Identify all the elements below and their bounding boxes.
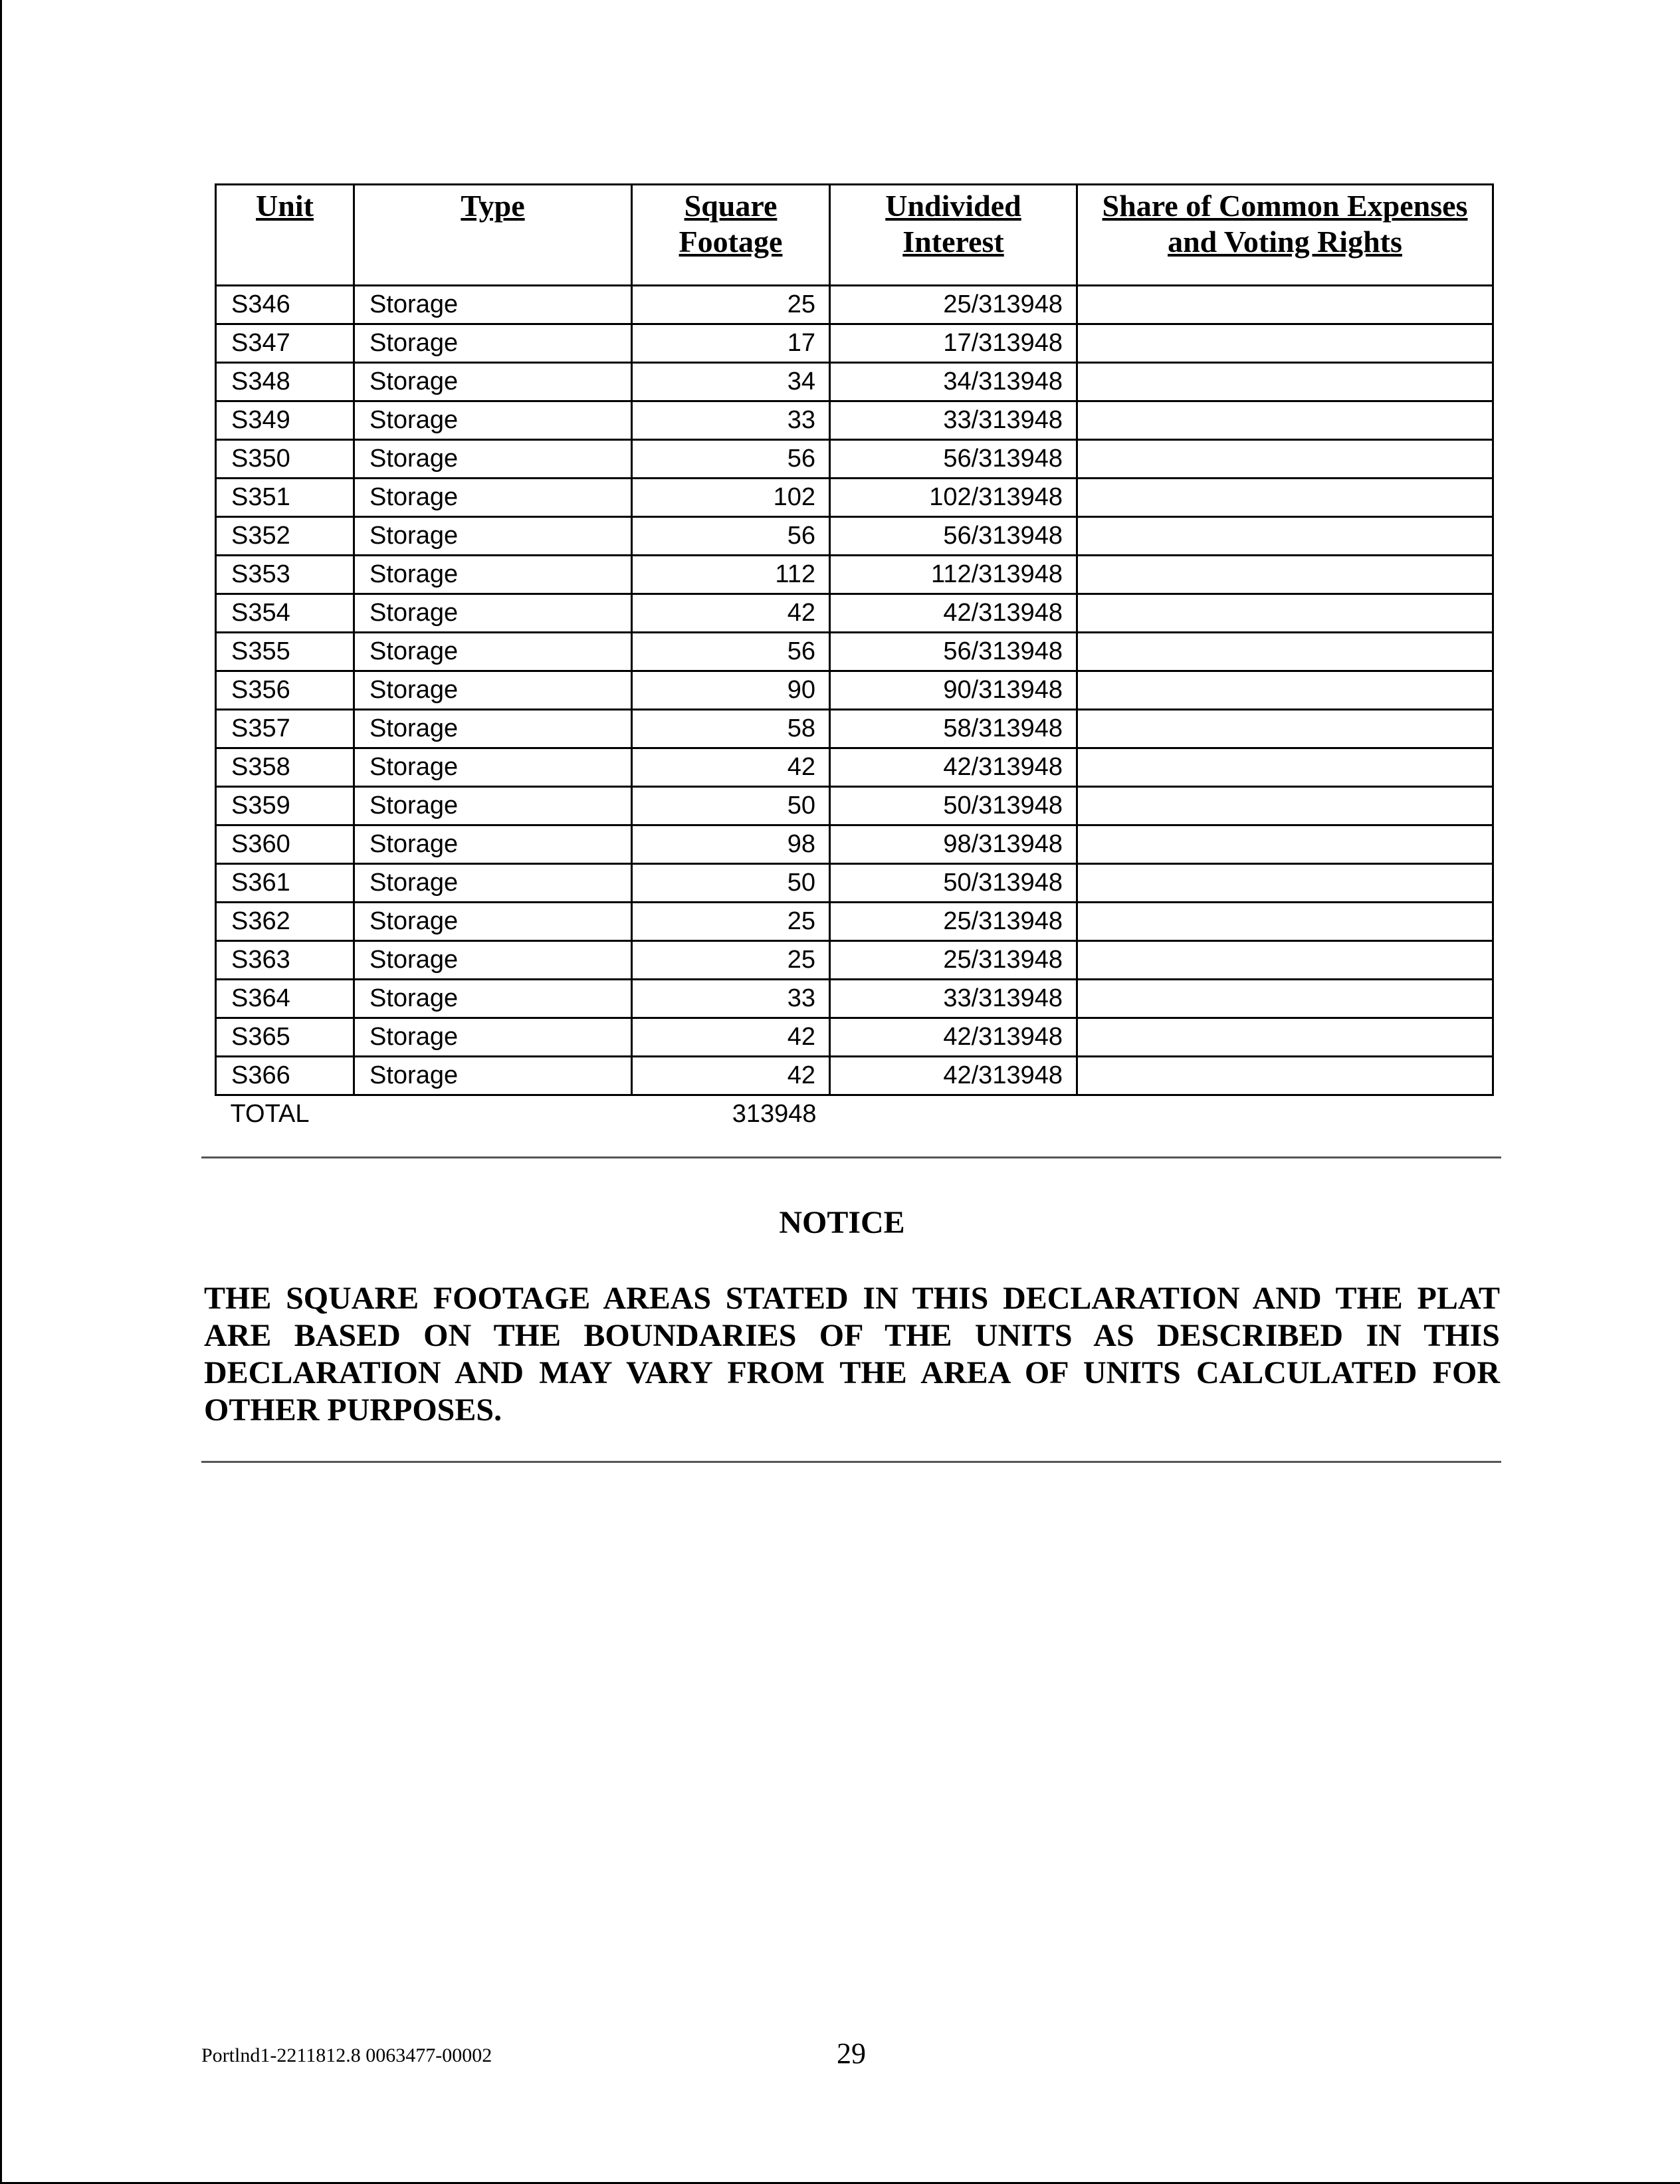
cell-unit: S359 [216, 787, 354, 825]
table-row [216, 286, 1493, 324]
cell-share [1077, 286, 1493, 324]
cell-undivided-interest: 50/313948 [830, 864, 1077, 903]
footer-document-id: Portlnd1-2211812.8 0063477-00002 [201, 2044, 492, 2066]
cell-type: Storage [354, 633, 632, 671]
cell-type: Storage [354, 903, 632, 941]
cell-unit: S349 [216, 401, 354, 440]
cell-share [1077, 1057, 1493, 1095]
cell-unit: S354 [216, 594, 354, 633]
cell-type: Storage [354, 825, 632, 864]
cell-share [1077, 748, 1493, 787]
divider-bottom [201, 1461, 1501, 1463]
cell-unit: S347 [216, 324, 354, 363]
table-row [216, 748, 1493, 787]
cell-undivided-interest: 25/313948 [830, 286, 1077, 324]
cell-undivided-interest: 42/313948 [830, 1018, 1077, 1057]
table-row [216, 671, 1493, 710]
cell-square-footage: 56 [632, 633, 830, 671]
table-row [216, 1057, 1493, 1095]
cell-square-footage: 17 [632, 324, 830, 363]
cell-type: Storage [354, 941, 632, 980]
total-square-footage: 313948 [732, 1100, 817, 1128]
header-undivided-interest: Undivided Interest [830, 185, 1077, 286]
divider-top [201, 1156, 1501, 1158]
cell-type: Storage [354, 440, 632, 479]
table-row [216, 825, 1493, 864]
total-empty-cell [354, 1095, 632, 1133]
cell-type: Storage [354, 556, 632, 594]
cell-unit: S365 [216, 1018, 354, 1057]
total-row [216, 1095, 1493, 1133]
cell-share [1077, 787, 1493, 825]
table-row [216, 363, 1493, 401]
cell-share [1077, 825, 1493, 864]
cell-type: Storage [354, 748, 632, 787]
cell-type: Storage [354, 980, 632, 1018]
page-number: 29 [837, 2037, 866, 2070]
cell-square-footage: 98 [632, 825, 830, 864]
cell-type: Storage [354, 401, 632, 440]
cell-unit: S363 [216, 941, 354, 980]
cell-unit: S360 [216, 825, 354, 864]
cell-type: Storage [354, 479, 632, 517]
header-type: Type [354, 185, 632, 286]
header-square-footage: Square Footage [632, 185, 830, 286]
cell-square-footage: 25 [632, 903, 830, 941]
cell-unit: S366 [216, 1057, 354, 1095]
cell-undivided-interest: 42/313948 [830, 594, 1077, 633]
cell-type: Storage [354, 286, 632, 324]
cell-square-footage: 25 [632, 941, 830, 980]
table-row [216, 324, 1493, 363]
cell-undivided-interest: 25/313948 [830, 903, 1077, 941]
cell-square-footage: 33 [632, 401, 830, 440]
cell-share [1077, 440, 1493, 479]
cell-unit: S361 [216, 864, 354, 903]
cell-type: Storage [354, 787, 632, 825]
cell-unit: S356 [216, 671, 354, 710]
cell-square-footage: 56 [632, 517, 830, 556]
cell-square-footage: 102 [632, 479, 830, 517]
table-row [216, 864, 1493, 903]
table-row [216, 401, 1493, 440]
cell-unit: S364 [216, 980, 354, 1018]
cell-square-footage: 58 [632, 710, 830, 748]
cell-unit: S348 [216, 363, 354, 401]
cell-type: Storage [354, 864, 632, 903]
cell-square-footage: 42 [632, 1057, 830, 1095]
table-row [216, 517, 1493, 556]
cell-square-footage: 33 [632, 980, 830, 1018]
cell-type: Storage [354, 710, 632, 748]
table-row [216, 479, 1493, 517]
cell-square-footage: 112 [632, 556, 830, 594]
cell-unit: S352 [216, 517, 354, 556]
table-row [216, 787, 1493, 825]
cell-type: Storage [354, 517, 632, 556]
table-row [216, 633, 1493, 671]
notice-body: THE SQUARE FOOTAGE AREAS STATED IN THIS DECLARATION AND THE PLAT ARE BASED ON THE BOUNDARIES OF THE UNITS AS DESCRIBED IN THIS DECLARATION AND MAY VARY FROM THE AREA OF UNITS CALCULATED FOR OTHER PURPOSES. [204, 1281, 1500, 1428]
cell-undivided-interest: 50/313948 [830, 787, 1077, 825]
table-row [216, 1018, 1493, 1057]
cell-undivided-interest: 98/313948 [830, 825, 1077, 864]
cell-share [1077, 671, 1493, 710]
cell-share [1077, 594, 1493, 633]
table-row [216, 556, 1493, 594]
cell-undivided-interest: 25/313948 [830, 941, 1077, 980]
notice-title: NOTICE [779, 1205, 905, 1240]
cell-type: Storage [354, 324, 632, 363]
cell-undivided-interest: 34/313948 [830, 363, 1077, 401]
table-row [216, 440, 1493, 479]
cell-undivided-interest: 42/313948 [830, 748, 1077, 787]
cell-square-footage: 50 [632, 787, 830, 825]
cell-type: Storage [354, 363, 632, 401]
cell-square-footage: 25 [632, 286, 830, 324]
cell-type: Storage [354, 671, 632, 710]
cell-share [1077, 903, 1493, 941]
cell-unit: S351 [216, 479, 354, 517]
cell-unit: S355 [216, 633, 354, 671]
cell-undivided-interest: 42/313948 [830, 1057, 1077, 1095]
table-body [216, 286, 1493, 1133]
cell-square-footage: 34 [632, 363, 830, 401]
units-table [215, 183, 1494, 1133]
cell-unit: S357 [216, 710, 354, 748]
cell-type: Storage [354, 594, 632, 633]
table-row [216, 903, 1493, 941]
cell-unit: S350 [216, 440, 354, 479]
cell-share [1077, 1018, 1493, 1057]
cell-unit: S358 [216, 748, 354, 787]
header-share-common-expenses: Share of Common Expenses and Voting Rights [1077, 185, 1493, 286]
cell-type: Storage [354, 1057, 632, 1095]
cell-undivided-interest: 33/313948 [830, 401, 1077, 440]
cell-undivided-interest: 33/313948 [830, 980, 1077, 1018]
cell-unit: S346 [216, 286, 354, 324]
table-header-row [216, 185, 1493, 286]
cell-share [1077, 556, 1493, 594]
cell-square-footage: 56 [632, 440, 830, 479]
table-row [216, 710, 1493, 748]
header-unit: Unit [216, 185, 354, 286]
cell-square-footage: 90 [632, 671, 830, 710]
cell-square-footage: 42 [632, 1018, 830, 1057]
cell-share [1077, 710, 1493, 748]
cell-unit: S353 [216, 556, 354, 594]
cell-share [1077, 941, 1493, 980]
cell-share [1077, 479, 1493, 517]
cell-undivided-interest: 58/313948 [830, 710, 1077, 748]
cell-unit: S362 [216, 903, 354, 941]
cell-type: Storage [354, 1018, 632, 1057]
cell-share [1077, 401, 1493, 440]
cell-undivided-interest: 17/313948 [830, 324, 1077, 363]
cell-undivided-interest: 90/313948 [830, 671, 1077, 710]
cell-undivided-interest: 56/313948 [830, 517, 1077, 556]
cell-undivided-interest: 56/313948 [830, 440, 1077, 479]
cell-share [1077, 324, 1493, 363]
table-row [216, 980, 1493, 1018]
cell-share [1077, 517, 1493, 556]
cell-square-footage: 42 [632, 748, 830, 787]
cell-square-footage: 42 [632, 594, 830, 633]
table-row [216, 941, 1493, 980]
total-label: TOTAL [230, 1100, 310, 1128]
cell-share [1077, 864, 1493, 903]
cell-share [1077, 363, 1493, 401]
cell-share [1077, 980, 1493, 1018]
cell-share [1077, 633, 1493, 671]
table-row [216, 594, 1493, 633]
cell-undivided-interest: 102/313948 [830, 479, 1077, 517]
cell-square-footage: 50 [632, 864, 830, 903]
cell-undivided-interest: 112/313948 [830, 556, 1077, 594]
cell-undivided-interest: 56/313948 [830, 633, 1077, 671]
